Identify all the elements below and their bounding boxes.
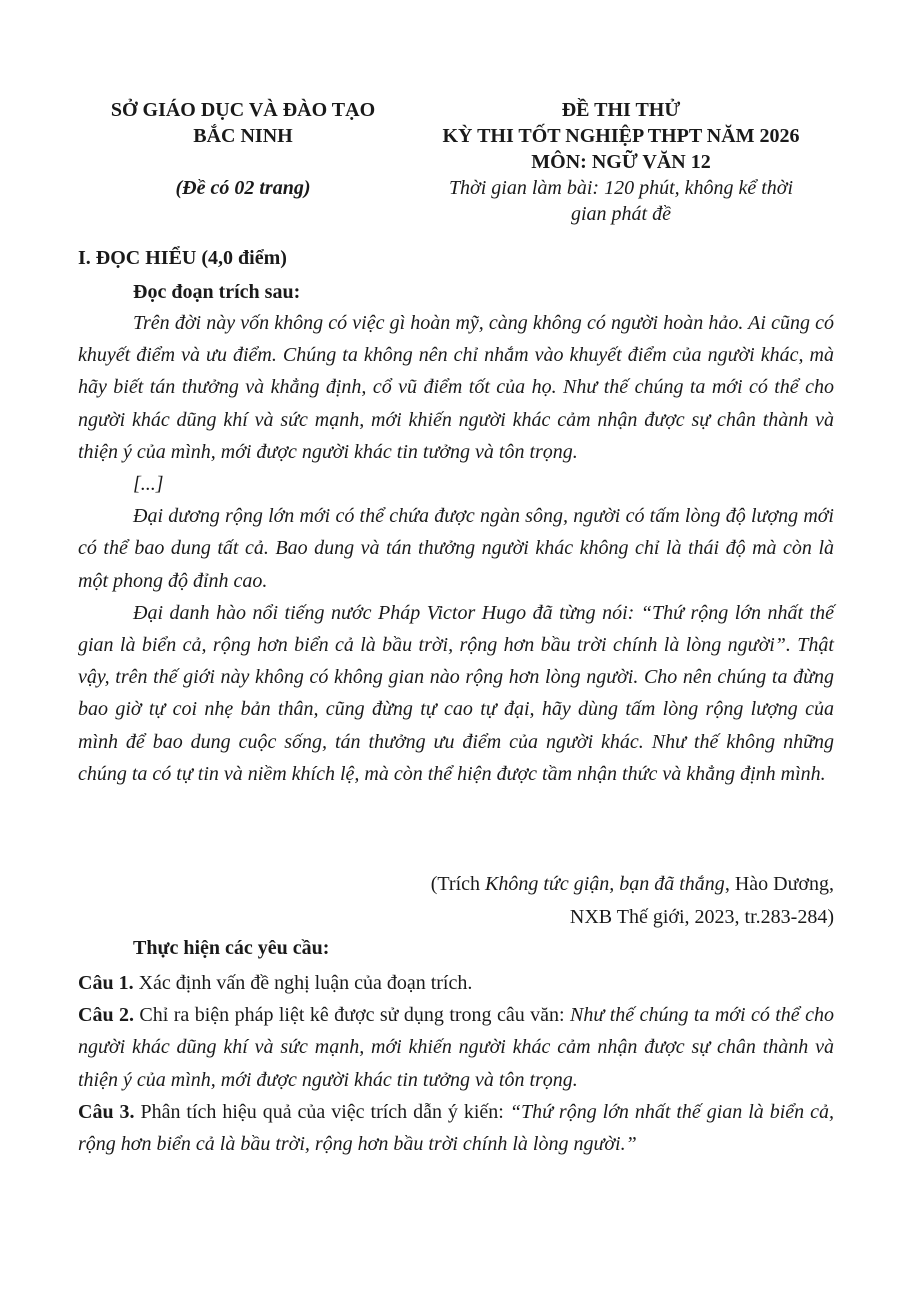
source-citation bbox=[78, 868, 834, 934]
question-text: Chỉ ra biện pháp liệt kê được sử dụng trong câu văn: bbox=[134, 1004, 571, 1027]
question-label: Câu 3. bbox=[78, 1100, 135, 1123]
citation-line2: NXB Thế giới, 2023, tr.283-284) bbox=[569, 906, 834, 928]
passage-paragraph: Đại danh hào nổi tiếng nước Pháp Victor Hugo đã từng nói: “Thứ rộng lớn nhất thế gian là biển cả, rộng hơn biển cả là bầu trời, rộng hơn bầu trời chính là lòng người”. Thật vậy, trên thế giới này không có không gian nào rộng hơn lòng người. Cho nên chúng ta đừng bao giờ tự coi nhẹ bản thân, cũng đừng tự cao tự đại, hãy dùng tấm lòng rộng lượng của mình để bao dung cuộc sống, tán thưởng ưu điểm của người khác. Như thế không những chúng ta có tự tin và niềm khích lệ, mà còn thể hiện được tầm nhận thức và khẳng định mình. bbox=[78, 601, 834, 785]
question-item bbox=[78, 999, 834, 1096]
passage-ellipsis: [...] bbox=[133, 473, 164, 496]
question-quote: Như thế chúng ta mới có thể cho người khác dũng khí và sức mạnh, mới khiến người khác cảm nhận được sự chân thành và thiện ý của mình, mới được người khác tin tưởng và tôn trọng. bbox=[78, 1004, 834, 1091]
question-text: Xác định vấn đề nghị luận của đoạn trích. bbox=[133, 972, 473, 994]
department-name: SỞ GIÁO DỤC VÀ ĐÀO TẠO bbox=[110, 99, 376, 121]
question-item bbox=[78, 967, 834, 999]
exam-subject: MÔN: NGỮ VĂN 12 bbox=[531, 151, 711, 173]
exam-header bbox=[0, 97, 900, 237]
citation-prefix: (Trích bbox=[430, 873, 486, 895]
province-name: BẮC NINH bbox=[193, 125, 293, 147]
exam-time-line1: Thời gian làm bài: 120 phút, không kể thời bbox=[448, 177, 794, 199]
exam-time-line2: gian phát đề bbox=[571, 203, 671, 225]
question-text: Phân tích hiệu quả của việc trích dẫn ý kiến: bbox=[134, 1100, 510, 1123]
citation-book-title: Không tức giận, bạn đã thắng bbox=[485, 873, 725, 895]
tasks-title: Thực hiện các yêu cầu: bbox=[133, 937, 330, 959]
reading-passage bbox=[78, 307, 834, 790]
citation-author: , Hào Dương, bbox=[724, 873, 834, 895]
page-count-note: (Đề có 02 trang) bbox=[175, 177, 311, 199]
question-label: Câu 2. bbox=[78, 1004, 134, 1027]
citation-line1 bbox=[78, 868, 834, 901]
passage-paragraph: Đại dương rộng lớn mới có thể chứa được ngàn sông, người có tấm lòng độ lượng mới có thể bao dung tất cả. Bao dung và tán thưởng người khác không chỉ là thái độ mà còn là một phong độ đỉnh cao. bbox=[78, 505, 834, 592]
read-instruction: Đọc đoạn trích sau: bbox=[133, 281, 301, 303]
department-block bbox=[84, 97, 402, 201]
question-list bbox=[78, 967, 834, 1160]
exam-name: KỲ THI TỐT NGHIỆP THPT NĂM 2026 bbox=[442, 125, 800, 147]
question-quote: “Thứ rộng lớn nhất thế gian là biển cả, rộng hơn biển cả là bầu trời, rộng hơn bầu trời chính là lòng người.” bbox=[78, 1100, 834, 1156]
passage-paragraph: Trên đời này vốn không có việc gì hoàn mỹ, càng không có người hoàn hảo. Ai cũng có khuyết điểm và ưu điểm. Chúng ta không nên chỉ nhắm vào khuyết điểm của người khác, mà hãy biết tán thưởng và khẳng định, cổ vũ điểm tốt của họ. Như thế chúng ta mới có thể cho người khác dũng khí và sức mạnh, mới khiến người khác cảm nhận được sự chân thành và thiện ý của mình, mới được người khác tin tưởng và tôn trọng. bbox=[78, 312, 834, 463]
question-label: Câu 1. bbox=[78, 972, 134, 994]
exam-title-block bbox=[408, 97, 834, 227]
exam-type: ĐỀ THI THỬ bbox=[561, 99, 681, 121]
question-item bbox=[78, 1096, 834, 1160]
section-title: I. ĐỌC HIỂU (4,0 điểm) bbox=[78, 247, 287, 269]
